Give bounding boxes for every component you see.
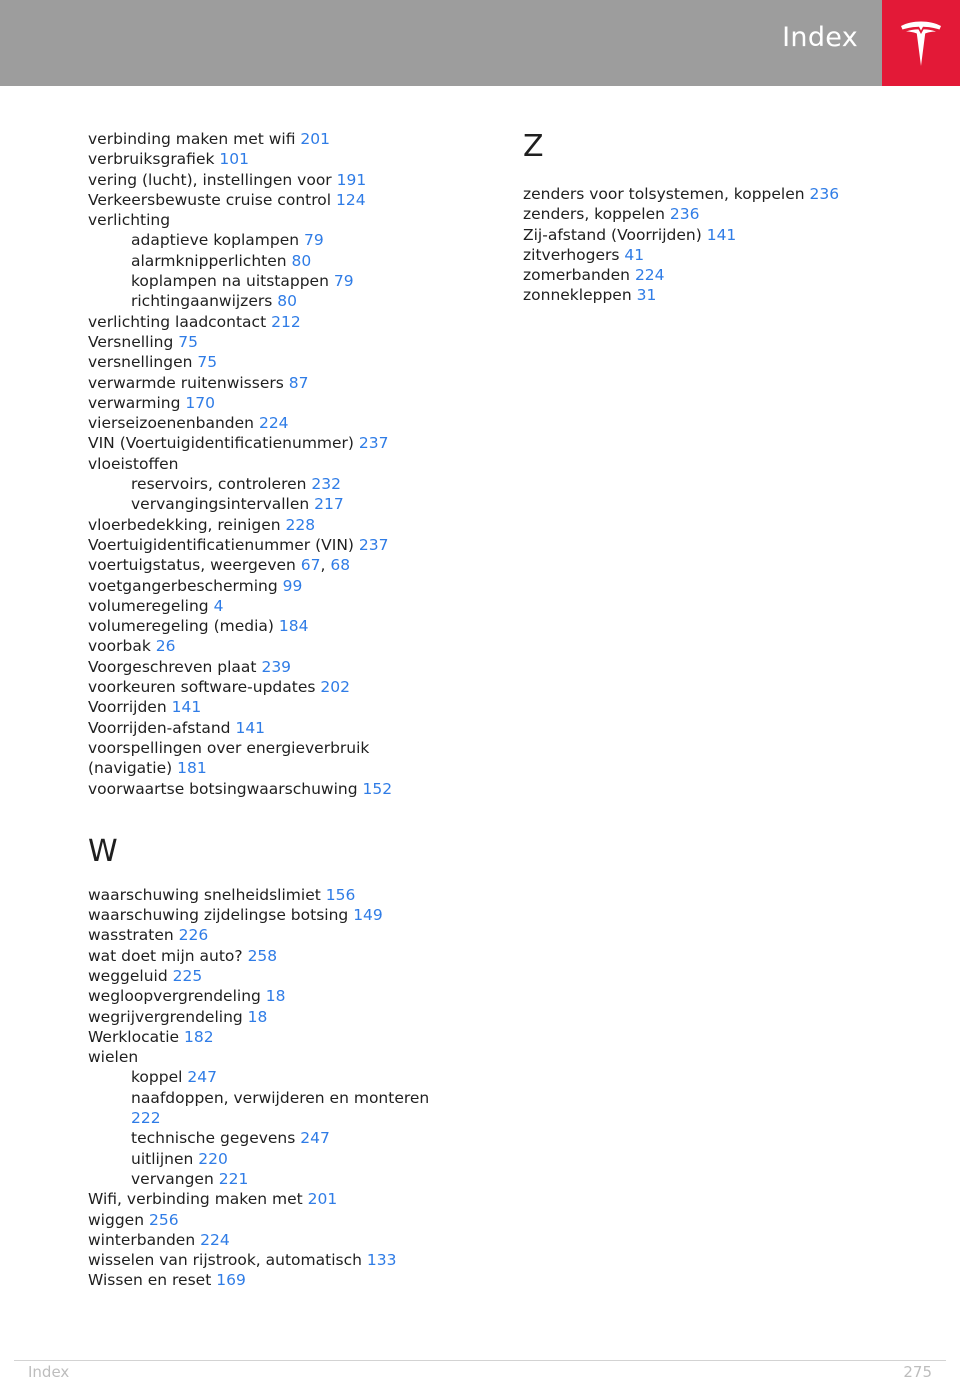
page-reference-link[interactable]: 79 [304,231,324,250]
index-term: Zij-afstand (Voorrijden) [523,225,702,244]
index-term: vloeistoffen [88,454,179,473]
index-term: zonnekleppen [523,286,632,305]
index-entry [88,1027,488,1047]
index-column-left [88,129,488,1291]
index-term: voorbak [88,637,151,656]
index-term: zomerbanden [523,266,630,285]
index-term: Voertuigidentificatienummer (VIN) [88,535,354,554]
page-reference-link[interactable]: 182 [183,1027,214,1046]
index-group-z [523,184,923,306]
index-entry [88,170,488,190]
index-term: wasstraten [88,926,174,945]
index-term: VIN (Voertuigidentificatienummer) [88,434,354,453]
index-term: voorkeuren software-updates [88,678,316,697]
page-reference-link[interactable]: 221 [218,1169,249,1188]
page-reference-link[interactable]: 191 [336,170,367,189]
index-term: weggeluid [88,966,168,985]
brand-logo-box [882,0,960,86]
index-term: Voorrijden-afstand [88,718,231,737]
index-entry [88,1047,488,1067]
index-term: richtingaanwijzers [131,292,273,311]
index-entry [523,245,923,265]
page-reference-link[interactable]: 152 [362,779,393,798]
index-entry [88,596,488,616]
index-term: waarschuwing zijdelingse botsing [88,906,349,925]
page-reference-link[interactable]: 220 [198,1149,228,1168]
index-term: volumeregeling (media) [88,617,274,636]
index-term: naafdoppen, verwijderen en monteren [131,1088,430,1107]
index-term: reservoirs, controleren [131,475,307,494]
index-subentry [88,494,488,514]
page-reference-link[interactable]: 68 [330,556,351,575]
page-reference-link[interactable]: 156 [325,885,356,904]
index-term: zitverhogers [523,245,620,264]
page-reference-link[interactable]: 141 [171,698,202,717]
page-reference-link[interactable]: 212 [271,312,301,331]
page-reference-link[interactable]: 99 [282,576,303,595]
index-entry [523,184,923,204]
page-reference-link[interactable]: 141 [235,718,266,737]
index-entry: voertuigstatus, weergeven 67, 68 [88,556,351,575]
index-term: voorwaartse botsingwaarschuwing [88,779,358,798]
page-reference-link[interactable]: 87 [288,373,309,392]
index-term: versnellingen [88,353,193,372]
index-term: vervangingsintervallen [131,495,310,514]
page-reference-link[interactable]: 237 [358,535,389,554]
page-reference-link[interactable]: 4 [213,596,224,615]
page-reference-link[interactable]: 184 [278,617,309,636]
index-term: voertuigstatus, weergeven [88,556,296,575]
page-reference-link[interactable]: 236 [809,185,840,203]
page-reference-link[interactable]: 149 [353,906,383,925]
index-entry [88,413,488,433]
index-entry [88,925,488,945]
page-reference-link[interactable]: 222 [131,1109,161,1128]
index-term: wiggen [88,1210,145,1229]
index-entry [88,758,488,778]
index-entry [88,657,488,677]
index-term: zenders, koppelen [523,205,665,224]
page-reference-link[interactable]: 170 [185,393,215,412]
index-term: Versnelling [88,332,174,351]
index-entry [88,885,488,905]
page-reference-link[interactable]: 18 [265,987,286,1006]
index-entry [88,1189,488,1209]
index-entry [88,312,488,332]
page-reference-link[interactable]: 201 [300,130,331,148]
index-entry [88,352,488,372]
index-term: Verkeersbewuste cruise control [88,190,332,209]
index-term: voorspellingen over energieverbruik [88,738,370,757]
index-term: vloerbedekking, reinigen [88,515,281,534]
page-header [0,0,960,86]
page-reference-link[interactable]: 224 [634,266,665,285]
page-reference-link[interactable]: 181 [177,759,207,778]
index-entry [523,225,923,245]
index-entry [88,738,488,758]
page-reference-link[interactable]: 75 [178,332,198,351]
index-term: wisselen van rijstrook, automatisch [88,1251,362,1270]
page-reference-link[interactable]: 141 [706,225,737,244]
page-reference-link[interactable]: 217 [314,495,344,514]
index-entry [523,285,923,305]
index-entry [88,636,488,656]
index-entry [88,433,488,453]
index-term: wielen [88,1048,139,1067]
page-reference-link[interactable]: 26 [155,637,176,656]
index-term: wat doet mijn auto? [88,946,243,965]
index-entry [88,454,488,474]
index-entry [88,616,488,636]
page-reference-link[interactable]: 256 [148,1210,179,1229]
index-term: wegloopvergrendeling [88,987,261,1006]
index-entry [88,535,488,555]
page-reference-link[interactable]: 232 [311,475,342,494]
index-entry [88,515,488,535]
index-entry [88,149,488,169]
page-reference-link[interactable]: 226 [178,926,209,945]
index-entry [88,986,488,1006]
index-term: Wissen en reset [88,1271,212,1290]
index-term: technische gegevens [131,1129,296,1148]
page-reference-link[interactable]: 247 [187,1068,217,1087]
index-subentry [88,1108,488,1128]
index-entry [88,946,488,966]
index-entry [88,966,488,986]
index-term: volumeregeling [88,596,209,615]
index-entry [88,1210,488,1230]
index-subentry [88,1149,488,1169]
page-reference-link[interactable]: 225 [172,966,203,985]
index-term: Wifi, verbinding maken met [88,1190,303,1209]
index-entry [88,1270,488,1290]
index-entry [88,332,488,352]
page-reference-link[interactable]: 101 [219,150,249,169]
index-term: Voorgeschreven plaat [88,657,257,676]
index-subentry [88,271,488,291]
index-entry [88,905,488,925]
index-subentry [88,291,488,311]
page-reference-link[interactable]: 41 [624,245,645,264]
index-entry [88,1250,488,1270]
index-column-right [523,128,923,306]
page-reference-link[interactable]: 79 [333,272,354,291]
index-term: vervangen [131,1169,214,1188]
page-reference-link[interactable]: 80 [277,292,297,311]
index-entry [88,190,488,210]
index-term: uitlijnen [131,1149,194,1168]
index-entry [88,129,488,149]
index-subentry [88,230,488,250]
index-term: verlichting [88,211,171,230]
index-group-v [88,129,488,799]
page-reference-link[interactable]: 236 [669,205,700,224]
index-term: verlichting laadcontact [88,312,267,331]
index-letter-heading: Z [523,129,544,164]
page-reference-link[interactable]: 31 [636,286,657,305]
index-entry [88,718,488,738]
index-entry [88,576,488,596]
index-term: waarschuwing snelheidslimiet [88,885,321,904]
page-reference-link[interactable]: 239 [261,657,292,676]
page-reference-link[interactable]: 237 [358,434,389,453]
page-reference-link[interactable]: 228 [285,515,316,534]
index-entry [88,393,488,413]
index-term: koplampen na uitstappen [131,272,329,291]
index-entry [88,779,488,799]
tesla-logo-icon [898,17,944,69]
index-entry [88,697,488,717]
page-reference-link[interactable]: 169 [216,1271,246,1290]
index-term: voetgangerbescherming [88,576,278,595]
page-reference-link[interactable]: 224 [200,1230,230,1249]
index-subentry [88,1128,488,1148]
index-subentry [88,1067,488,1087]
index-entry [88,210,488,230]
page-reference-link[interactable]: 258 [247,946,278,965]
index-term: vering (lucht), instellingen voor [88,170,332,189]
page-reference-link[interactable]: 80 [291,251,312,270]
page-reference-link[interactable]: 202 [320,678,350,697]
index-entry [523,265,923,285]
index-group-w [88,885,488,1291]
page-reference-link[interactable]: 124 [335,190,366,209]
index-term: (navigatie) [88,759,173,778]
footer-section-label: Index [28,1363,70,1381]
index-term: vierseizoenenbanden [88,414,255,433]
page-reference-link[interactable]: 18 [247,1007,268,1026]
index-term: verwarmde ruitenwissers [88,373,284,392]
index-entry [88,373,488,393]
index-term: koppel [131,1068,183,1087]
footer-divider [14,1360,946,1361]
index-term: Voorrijden [88,698,167,717]
index-subentry [88,251,488,271]
index-term: winterbanden [88,1230,196,1249]
page-reference-link[interactable]: 224 [258,414,289,433]
index-entry [523,204,923,224]
index-letter-heading: W [88,833,118,869]
page-reference-link[interactable]: 201 [307,1190,338,1209]
index-subentry [88,474,488,494]
page-reference-link[interactable]: 247 [300,1129,330,1148]
index-term: alarmknipperlichten [131,251,287,270]
index-term: verbinding maken met wifi [88,130,296,148]
index-term: Werklocatie [88,1027,180,1046]
page-reference-link[interactable]: 67 [300,556,321,575]
page-title: Index [782,22,858,53]
index-entry [88,1007,488,1027]
index-subentry [88,1169,488,1189]
index-term: adaptieve koplampen [131,231,300,250]
page-reference-link[interactable]: 133 [366,1251,397,1270]
index-term: wegrijvergrendeling [88,1007,243,1026]
index-entry [88,1230,488,1250]
index-term: verwarming [88,393,181,412]
page-reference-link[interactable]: 75 [197,353,218,372]
index-term: zenders voor tolsystemen, koppelen [523,185,805,203]
index-entry [88,677,488,697]
index-term: verbruiksgrafiek [88,150,215,169]
index-subentry [88,1088,488,1108]
footer-page-number: 275 [903,1363,932,1381]
